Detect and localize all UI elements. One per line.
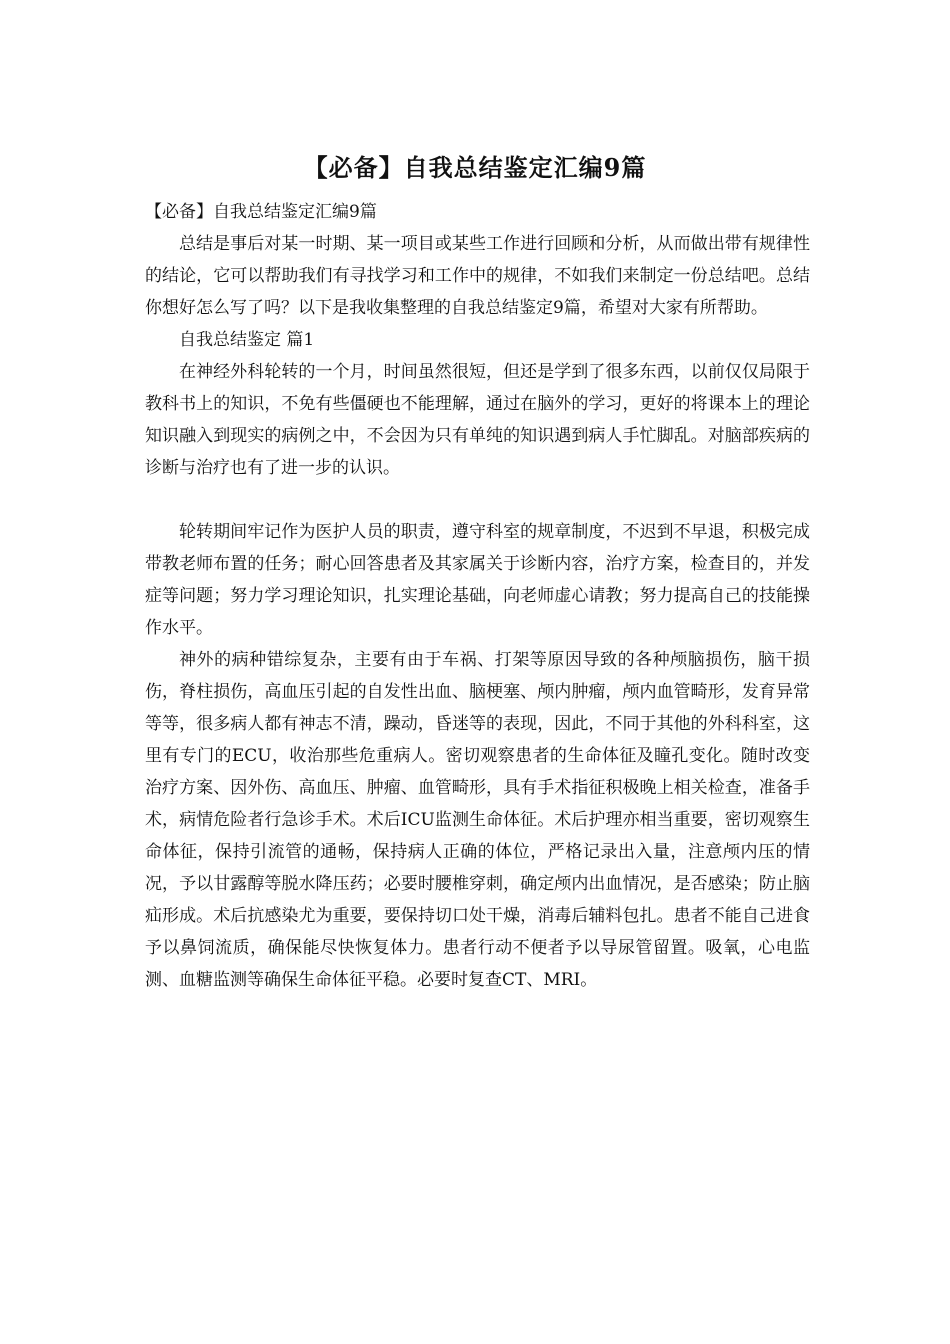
intro-paragraph: 总结是事后对某一时期、某一项目或某些工作进行回顾和分析，从而做出带有规律性的结论，它可以帮助我们有寻找学习和工作中的规律，不如我们来制定一份总结吧。总结你想好怎么写了吗？以下是我收集整理的自我总结鉴定9篇，希望对大家有所帮助。 [145,234,810,318]
document-title: 【必备】自我总结鉴定汇编9篇 [303,153,647,182]
body-paragraph-2: 轮转期间牢记作为医护人员的职责，遵守科室的规章制度，不迟到不早退，积极完成带教老师布置的任务；耐心回答患者及其家属关于诊断内容，治疗方案，检查目的，并发症等问题；努力学习理论知识，扎实理论基础，向老师虚心请教；努力提高自己的技能操作水平。 [145,522,810,638]
body-paragraph-3: 神外的病种错综复杂，主要有由于车祸、打架等原因导致的各种颅脑损伤，脑干损伤，脊柱损伤，高血压引起的自发性出血、脑梗塞、颅内肿瘤，颅内血管畸形，发育异常等等，很多病人都有神志不清，躁动，昏迷等的表现，因此，不同于其他的外科科室，这里有专门的ECU，收治那些危重病人。密切观察患者的生命体征及瞳孔变化。随时改变治疗方案、因外伤、高血压、肿瘤、血管畸形，具有手术指征积极晚上相关检查，准备手术，病情危险者行急诊手术。术后ICU监测生命体征。术后护理亦相当重要，密切观察生命体征，保持引流管的通畅，保持病人正确的体位，严格记录出入量，注意颅内压的情况，予以甘露醇等脱水降压药；必要时腰椎穿刺，确定颅内出血情况，是否感染；防止脑疝形成。术后抗感染尤为重要，要保持切口处干燥，消毒后辅料包扎。患者不能自己进食予以鼻饲流质，确保能尽快恢复体力。患者行动不便者予以导尿管留置。吸氧，心电监测、血糖监测等确保生命体征平稳。必要时复查CT、MRI。 [145,650,810,990]
section-heading: 自我总结鉴定 篇1 [179,330,315,350]
body-paragraph-1: 在神经外科轮转的一个月，时间虽然很短，但还是学到了很多东西，以前仅仅局限于教科书上的知识，不免有些僵硬也不能理解，通过在脑外的学习，更好的将课本上的理论知识融入到现实的病例之中，不会因为只有单纯的知识遇到病人手忙脚乱。对脑部疾病的诊断与治疗也有了进一步的认识。 [145,362,810,478]
document-subtitle: 【必备】自我总结鉴定汇编9篇 [145,202,377,222]
document-body [145,196,810,996]
